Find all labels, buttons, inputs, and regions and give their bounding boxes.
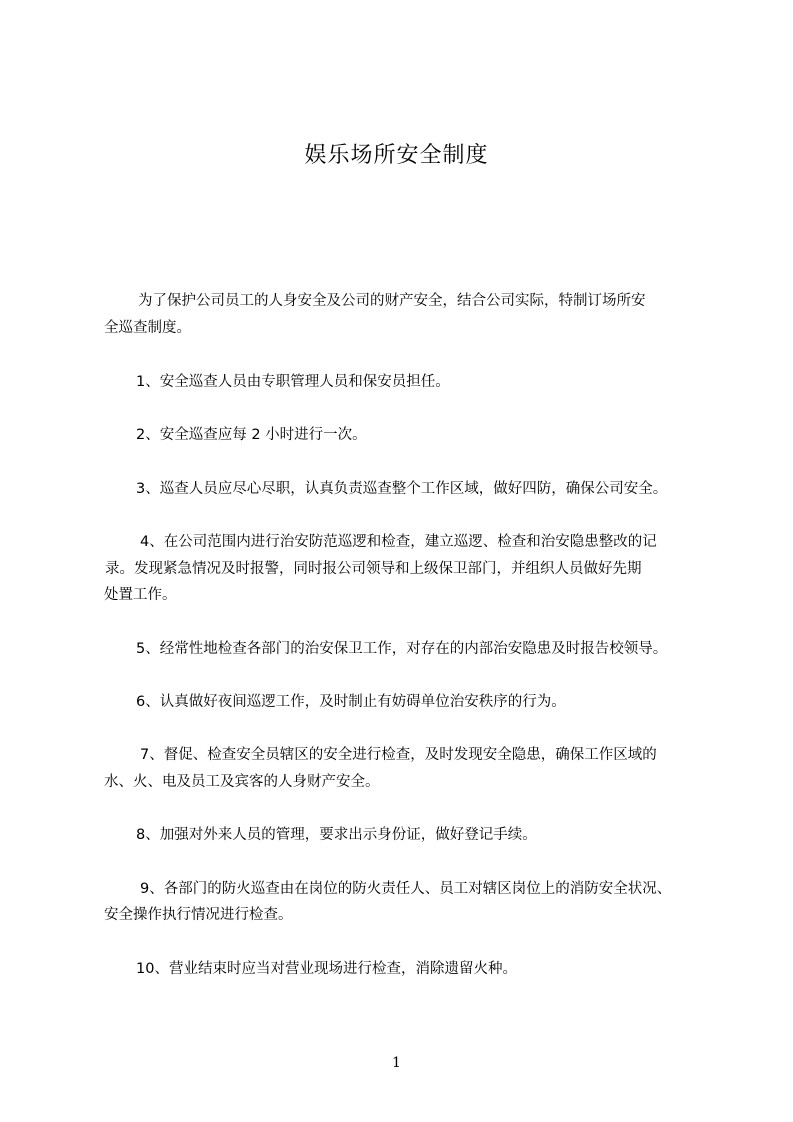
item-7-line-2: 水、火、电及员工及宾客的人身财产安全。 <box>104 774 380 790</box>
item-6: 6、认真做好夜间巡逻工作，及时制止有妨碍单位治安秩序的行为。 <box>136 694 566 710</box>
item-5: 5、经常性地检查各部门的治安保卫工作，对存在的内部治安隐患及时报告校领导。 <box>136 641 668 657</box>
item-1: 1、安全巡查人员由专职管理人员和保安员担任。 <box>136 374 450 390</box>
intro-line-2: 全巡查制度。 <box>104 320 191 336</box>
intro-line-1: 为了保护公司员工的人身安全及公司的财产安全，结合公司实际，特制订场所安 <box>138 293 646 309</box>
item-10: 10、营业结束时应当对营业现场进行检查，消除遗留火种。 <box>136 961 517 977</box>
document-title: 娱乐场所安全制度 <box>304 143 489 168</box>
item-8: 8、加强对外来人员的管理，要求出示身份证，做好登记手续。 <box>136 827 537 843</box>
page-number: 1 <box>392 1055 401 1071</box>
item-9-line-1: 9、各部门的防火巡查由在岗位的防火责任人、员工对辖区岗位上的消防安全状况、 <box>140 881 672 897</box>
item-2: 2、安全巡查应每 2 小时进行一次。 <box>136 427 367 443</box>
item-9-line-2: 安全操作执行情况进行检查。 <box>104 907 293 923</box>
item-4-line-2: 录。发现紧急情况及时报警，同时报公司领导和上级保卫部门，并组织人员做好先期 <box>105 561 642 577</box>
item-7-line-1: 7、督促、检查安全员辖区的安全进行检查，及时发现安全隐患，确保工作区域的 <box>140 747 657 763</box>
item-3: 3、巡查人员应尽心尽职，认真负责巡查整个工作区域，做好四防，确保公司安全。 <box>136 481 668 497</box>
item-4-line-3: 处置工作。 <box>104 587 177 603</box>
item-4-line-1: 4、在公司范围内进行治安防范巡逻和检查，建立巡逻、检查和治安隐患整改的记 <box>140 534 657 550</box>
